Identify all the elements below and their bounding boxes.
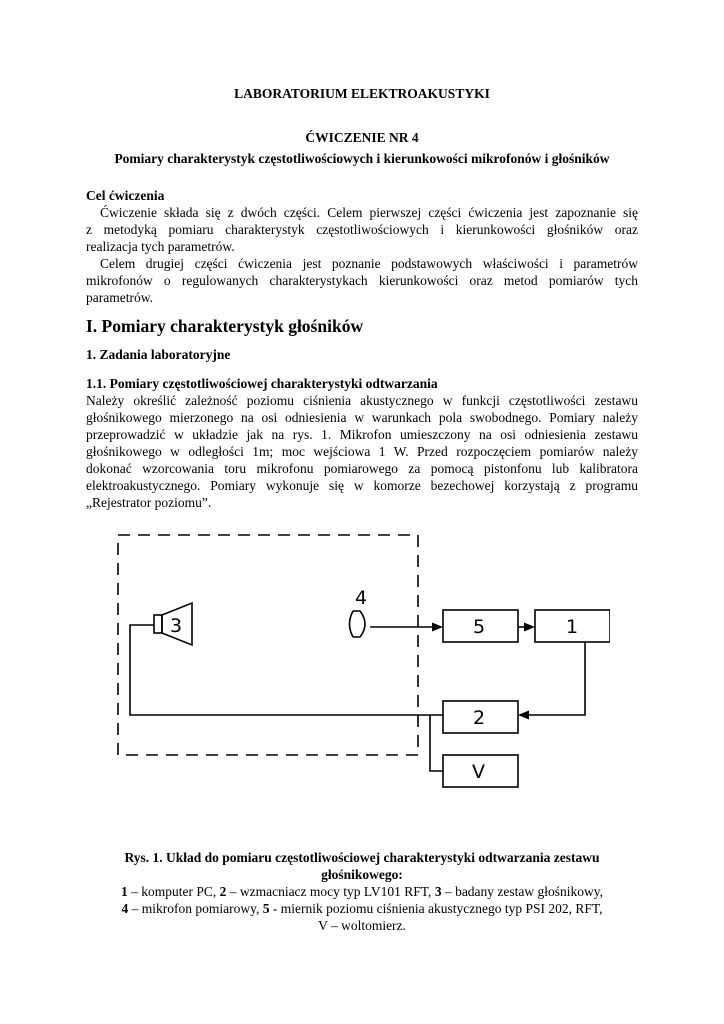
- body-line-1: Należy określić zależność poziomu ciśnienia akustycznego w funkcji częstotliwości zestawu: [86, 393, 638, 408]
- speaker-label: 3: [170, 615, 183, 637]
- microphone-symbol: [350, 611, 366, 637]
- exercise-subject: Pomiary charakterystyk częstotliwościowych i kierunkowości mikrofonów i głośników: [114, 151, 610, 166]
- body-line-5: dokonać wzorcowania toru mikrofonu pomiarowego za pomocą pistonfonu lub kalibratora: [86, 461, 638, 476]
- measurement-diagram: [110, 525, 610, 795]
- legend-key-2: 2: [219, 884, 227, 899]
- legend-desc-2: – wzmacniacz mocy typ LV101 RFT,: [226, 884, 435, 899]
- caption-title-line2: głośnikowego:: [321, 867, 403, 882]
- legend-key-5: 5: [262, 901, 270, 916]
- arrow-into-computer: [524, 623, 535, 632]
- voltmeter-label: V: [472, 761, 485, 783]
- caption-legend-line1: [60, 883, 664, 900]
- exercise-number: ĆWICZENIE NR 4: [305, 130, 419, 145]
- wire-computer-to-amplifier: [522, 642, 585, 715]
- legend-desc-1: – komputer PC,: [127, 884, 220, 899]
- goal-p1-line2: z metodyką pomiaru charakterystyk częstotliwościowych i kierunkowości głośników oraz: [86, 222, 638, 237]
- microphone-label: 4: [355, 587, 368, 609]
- lab-title: LABORATORIUM ELEKTROAKUSTYKI: [234, 86, 490, 101]
- section-title: I. Pomiary charakterystyk głośników: [86, 316, 364, 336]
- measurement-section: [86, 375, 638, 511]
- subsection-tasks: 1. Zadania laboratoryjne: [86, 347, 231, 362]
- legend-desc-4: – mikrofon pomiarowy,: [128, 901, 263, 916]
- body-line-6: elektroakustycznego. Pomiary wykonuje się w komorze bezechowej korzystają z programu: [86, 478, 638, 493]
- computer-label: 1: [566, 616, 579, 638]
- legend-key-4: 4: [121, 901, 129, 916]
- body-line-4: głośnikowego w odległości 1m; moc wejściowa 1 W. Przed rozpoczęciem pomiarów należy: [86, 444, 638, 459]
- legend-desc-3: – badany zestaw głośnikowy,: [441, 884, 604, 899]
- legend-key-3: 3: [434, 884, 442, 899]
- goal-section: [86, 187, 638, 306]
- goal-p1-line3: realizacja tych parametrów.: [86, 239, 235, 254]
- subsection-heading: 1.1. Pomiary częstotliwościowej charakterystyki odtwarzania: [86, 376, 438, 391]
- body-line-7: „Rejestrator poziomu”.: [86, 495, 212, 510]
- legend-desc-5: - miernik poziomu ciśnienia akustycznego typ PSI 202, RFT,: [269, 901, 603, 916]
- caption-title-line1: Rys. 1. Układ do pomiaru częstotliwościowej charakterystyki odtwarzania zestawu: [124, 850, 600, 865]
- wire-to-voltmeter: [430, 715, 443, 771]
- body-line-3: przeprowadzić w układzie jak na rys. 1. Mikrofon umieszczony na osi odniesienia zestawu: [86, 427, 638, 442]
- amplifier-label: 2: [473, 707, 486, 729]
- goal-heading: Cel ćwiczenia: [86, 188, 165, 203]
- legend-key-1: 1: [120, 884, 128, 899]
- caption-legend-line2: [60, 900, 664, 917]
- goal-p2-line3: parametrów.: [86, 290, 153, 305]
- body-line-2: głośnikowego mierzonego na osi odniesienia w warunkach pola swobodnego. Pomiary należy: [86, 410, 638, 425]
- goal-p2-line1: Celem drugiej części ćwiczenia jest poznanie podstawowych właściwości i parametrów: [100, 256, 638, 271]
- caption-legend-line3: V – woltomierz.: [318, 918, 406, 933]
- figure-caption: [60, 849, 664, 934]
- goal-p1-line1: Ćwiczenie składa się z dwóch części. Celem pierwszej części ćwiczenia jest zapoznanie się: [100, 205, 638, 220]
- arrow-into-amplifier: [518, 711, 529, 720]
- goal-p2-line2: mikrofonów o regulowanych charakterystykach kierunkowości oraz metod pomiarów tych: [86, 273, 638, 288]
- meter-label: 5: [473, 616, 486, 638]
- arrow-into-meter: [432, 623, 443, 632]
- anechoic-chamber-boundary: [118, 535, 418, 755]
